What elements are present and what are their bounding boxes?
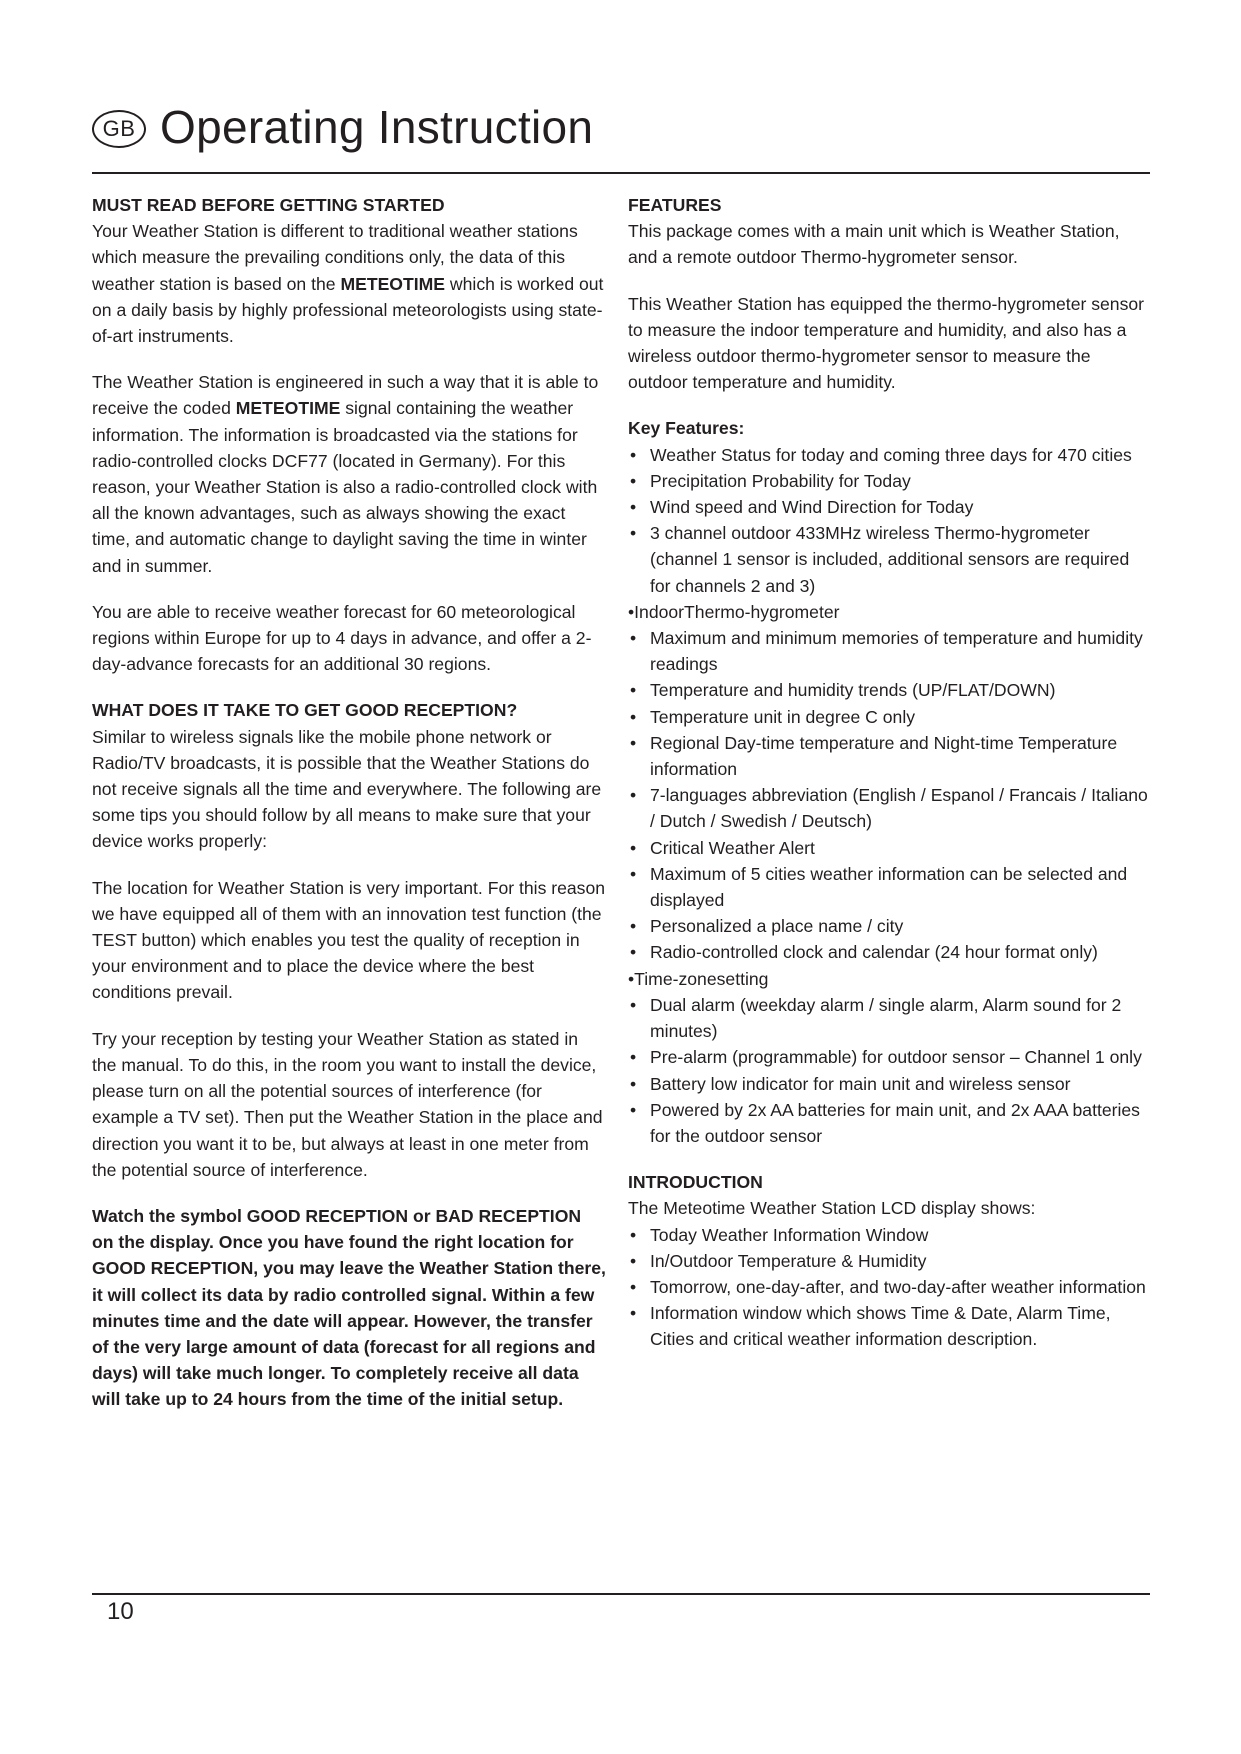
paragraph-lcd-display: The Meteotime Weather Station LCD display shows: bbox=[628, 1198, 1036, 1219]
header-divider bbox=[92, 172, 1150, 174]
left-column bbox=[92, 192, 607, 1413]
key-features-list bbox=[628, 442, 1148, 1149]
list-item: • 7-languages abbreviation (English / Espanol / Francais / Italiano / Dutch / Swedish / Deutsch) bbox=[628, 782, 1148, 834]
list-item: •Time-zonesetting bbox=[628, 968, 769, 989]
footer-divider bbox=[92, 1593, 1150, 1595]
paragraph-sensor: This Weather Station has equipped the thermo-hygrometer sensor to measure the indoor temperature and humidity, and also has a wireless outdoor thermo-hygrometer sensor to measure the outdoor temperature and humidity. bbox=[628, 293, 1145, 393]
list-item: • Radio-controlled clock and calendar (24 hour format only) bbox=[628, 939, 1148, 965]
list-item: • Temperature and humidity trends (UP/FLAT/DOWN) bbox=[628, 677, 1148, 703]
paragraph-package: This package comes with a main unit which is Weather Station, and a remote outdoor Thermo-hygrometer sensor. bbox=[628, 221, 1120, 268]
paragraph-meteotime-intro bbox=[92, 218, 607, 349]
list-item: • Weather Status for today and coming three days for 470 cities bbox=[628, 442, 1148, 468]
meteotime-bold: METEOTIME bbox=[235, 398, 341, 419]
paragraph-reception-symbol: Watch the symbol GOOD RECEPTION or BAD RECEPTION on the display. Once you have found the right location for GOOD RECEPTION, you may leave the Weather Station there, it will collect its data by radio controlled signal. Within a few minutes time and the date will appear. However, the transfer of the very large amount of data (forecast for all regions and days) will take much longer. To completely receive all data will take up to 24 hours from the time of the initial setup. bbox=[92, 1205, 606, 1410]
list-item: • Wind speed and Wind Direction for Today bbox=[628, 494, 1148, 520]
key-features-heading: Key Features: bbox=[628, 418, 745, 439]
list-item: • Today Weather Information Window bbox=[628, 1222, 1148, 1248]
page-number: 10 bbox=[107, 1598, 134, 1625]
list-item: • Dual alarm (weekday alarm / single alarm, Alarm sound for 2 minutes) bbox=[628, 992, 1148, 1044]
list-item: •IndoorThermo-hygrometer bbox=[628, 601, 840, 622]
list-item: • 3 channel outdoor 433MHz wireless Thermo-hygrometer (channel 1 sensor is included, additional sensors are required for channels 2 and 3) bbox=[628, 520, 1148, 599]
paragraph-engineering bbox=[92, 369, 607, 579]
list-item: • Tomorrow, one-day-after, and two-day-after weather information bbox=[628, 1274, 1148, 1300]
text-run: which is worked out on a daily basis by highly professional meteorologists using state-of-art instruments. bbox=[92, 273, 604, 347]
section-heading-must-read: MUST READ BEFORE GETTING STARTED bbox=[92, 195, 445, 215]
gb-language-badge: GB bbox=[92, 110, 146, 148]
meteotime-bold: METEOTIME bbox=[340, 273, 446, 294]
list-item: • Information window which shows Time & Date, Alarm Time, Cities and critical weather information description. bbox=[628, 1300, 1148, 1352]
paragraph-wireless-signals: Similar to wireless signals like the mobile phone network or Radio/TV broadcasts, it is possible that the Weather Stations do not receive signals all the time and everywhere. The following are some tips you should follow by all means to make sure that your device works properly: bbox=[92, 726, 602, 852]
list-item: • Maximum and minimum memories of temperature and humidity readings bbox=[628, 625, 1148, 677]
paragraph-test-reception: Try your reception by testing your Weather Station as stated in the manual. To do this, in the room you want to install the device, please turn on all the potential sources of interference (for example a TV set). Then put the Weather Station in the place and direction you want it to be, but always at least in one meter from the potential source of interference. bbox=[92, 1028, 603, 1180]
section-heading-features: FEATURES bbox=[628, 195, 722, 215]
introduction-list bbox=[628, 1222, 1148, 1353]
section-heading-introduction: INTRODUCTION bbox=[628, 1172, 763, 1193]
list-item: • Powered by 2x AA batteries for main unit, and 2x AAA batteries for the outdoor sensor bbox=[628, 1097, 1148, 1149]
right-column bbox=[628, 192, 1148, 1353]
list-item: • Battery low indicator for main unit and wireless sensor bbox=[628, 1071, 1148, 1097]
text-run: Your Weather Station is different to traditional weather stations which measure the prevailing conditions only, the data of this weather station is based on the bbox=[92, 221, 578, 294]
paragraph-forecast-regions: You are able to receive weather forecast for 60 meteorological regions within Europe for up to 4 days in advance, and offer a 2-day-advance forecasts for an additional 30 regions. bbox=[92, 601, 592, 675]
list-item: • Critical Weather Alert bbox=[628, 835, 1148, 861]
section-heading-reception: WHAT DOES IT TAKE TO GET GOOD RECEPTION? bbox=[92, 700, 518, 721]
paragraph-location: The location for Weather Station is very important. For this reason we have equipped all of them with an innovation test function (the TEST button) which enables you test the quality of reception in your environment and to place the device where the best conditions prevail. bbox=[92, 877, 606, 1003]
text-run: signal containing the weather information. The information is broadcasted via the stations for radio-controlled clocks DCF77 (located in Germany). For this reason, your Weather Station is also a radio-controlled clock with all the known advantages, such as always showing the exact time, and automatic change to daylight saving the time in winter and in summer. bbox=[92, 398, 598, 576]
list-item: • In/Outdoor Temperature & Humidity bbox=[628, 1248, 1148, 1274]
page-header bbox=[92, 100, 593, 154]
list-item: • Pre-alarm (programmable) for outdoor sensor – Channel 1 only bbox=[628, 1044, 1148, 1070]
page-title: Operating Instruction bbox=[160, 101, 594, 153]
list-item: • Precipitation Probability for Today bbox=[628, 468, 1148, 494]
list-item: • Regional Day-time temperature and Night-time Temperature information bbox=[628, 730, 1148, 782]
text-run: The Weather Station is engineered in such a way that it is able to receive the coded bbox=[92, 372, 599, 419]
list-item: • Temperature unit in degree C only bbox=[628, 704, 1148, 730]
list-item: • Maximum of 5 cities weather information can be selected and displayed bbox=[628, 861, 1148, 913]
list-item: • Personalized a place name / city bbox=[628, 913, 1148, 939]
